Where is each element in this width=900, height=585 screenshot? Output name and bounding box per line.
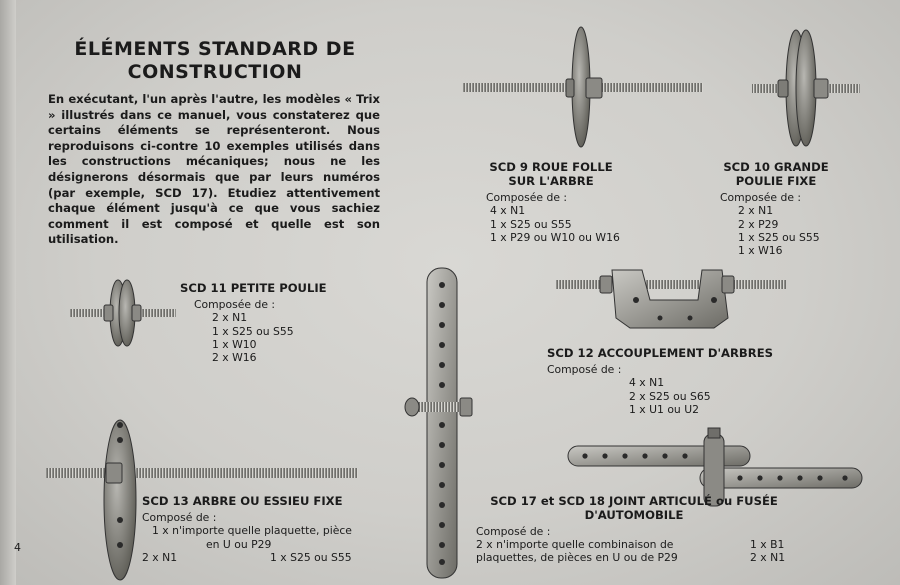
rod-end xyxy=(405,398,419,416)
page-number: 4 xyxy=(14,541,21,554)
scd11-parts-list xyxy=(212,311,327,364)
scd10-title xyxy=(718,160,834,188)
scd12-nut xyxy=(722,276,734,293)
list-item: 1 x B1 xyxy=(750,538,785,552)
title-line: CONSTRUCTION xyxy=(127,61,303,83)
scd13-caption xyxy=(142,494,372,565)
scd17-parts-rows xyxy=(476,538,792,566)
scd12-caption xyxy=(547,346,773,416)
scd9-title xyxy=(480,160,622,188)
scd12-parts-list xyxy=(629,376,773,416)
scd12-u-bracket xyxy=(612,270,728,328)
scd9-subtitle: Composée de : xyxy=(486,191,568,204)
scd12-threaded-rod xyxy=(556,280,786,289)
scd10-title-line: POULIE FIXE xyxy=(735,174,817,188)
list-item: 1 x n'importe quelle plaquette, pièce xyxy=(152,524,352,538)
scd9-caption xyxy=(480,160,622,244)
scd11-caption xyxy=(180,281,327,364)
list-item: 1 x S25 ou S55 xyxy=(490,217,572,231)
scd11-subtitle: Composée de : xyxy=(194,298,276,311)
list-item: 2 x N1 xyxy=(738,204,774,218)
scd10-parts-list xyxy=(738,204,834,257)
scd13-nut xyxy=(106,463,122,483)
scd11-nut xyxy=(104,305,113,321)
scd9-illustration xyxy=(463,27,703,147)
scd10-subtitle: Composée de : xyxy=(720,191,802,204)
list-item: 2 x N1 xyxy=(142,550,178,564)
scd10-nut xyxy=(778,80,788,97)
scd13-threaded-rod xyxy=(46,468,358,478)
scd10-illustration xyxy=(752,30,860,146)
scd9-title-line: SCD 9 ROUE FOLLE xyxy=(489,160,613,174)
scd12-subtitle: Composé de : xyxy=(547,363,622,376)
intro-paragraph: En exécutant, l'un après l'autre, les modèles « Trix » illustrés dans ce manuel, vous constaterez que certains éléments se représenteront. Nous reproduisons ci-contre 10 exemples utilisés dans les constructions mécaniques; nous ne les désignerons désormais que par leurs numéros (par exemple, SCD 17). Etudiez attentivement chaque élément jusqu'à ce que vous sachiez comment il est composé et quelle est son utilisation. xyxy=(48,92,380,247)
scd13-title: SCD 13 ARBRE OU ESSIEU FIXE xyxy=(142,494,343,508)
list-item: 2 x n'importe quelle combinaison de xyxy=(476,538,674,552)
scd12-nut xyxy=(600,276,612,293)
list-item: 1 x S25 ou S55 xyxy=(270,550,352,564)
list-item: 1 x P29 ou W10 ou W16 xyxy=(490,230,620,244)
scd17-title-line: SCD 17 et SCD 18 JOINT ARTICULÉ ou FUSÉE xyxy=(490,494,778,508)
list-item: 4 x N1 xyxy=(490,204,526,218)
scd9-nut xyxy=(566,79,574,97)
scd17-title xyxy=(476,494,792,522)
list-item: 1 x S25 ou S55 xyxy=(738,230,820,244)
list-item: 2 x N1 xyxy=(750,551,786,565)
list-item: 2 x S25 ou S65 xyxy=(629,389,711,403)
strip-nut xyxy=(460,398,472,416)
list-item: 2 x W16 xyxy=(212,351,257,365)
list-item: 2 x P29 xyxy=(738,217,779,231)
scd13-wheel xyxy=(104,420,136,580)
scd10-caption xyxy=(718,160,834,257)
list-item: 4 x N1 xyxy=(629,376,665,390)
scd9-title-line: SUR L'ARBRE xyxy=(508,174,594,188)
list-item: 1 x S25 ou S55 xyxy=(212,324,294,338)
scd12-illustration xyxy=(556,270,786,328)
page-title xyxy=(40,38,390,84)
scd17-title-line: D'AUTOMOBILE xyxy=(584,508,684,522)
scd9-parts-list xyxy=(490,204,622,244)
scd11-nut xyxy=(132,305,141,321)
list-item: 1 x W16 xyxy=(738,244,783,258)
list-item: plaquettes, de pièces en U ou de P29 xyxy=(476,551,678,565)
scd13-last-row xyxy=(142,551,372,565)
scd17-subtitle: Composé de : xyxy=(476,525,551,538)
list-item: 1 x U1 ou U2 xyxy=(629,402,699,416)
list-item: 1 x W10 xyxy=(212,337,257,351)
scd10-title-line: SCD 10 GRANDE xyxy=(723,160,829,174)
scd10-nut xyxy=(814,79,828,98)
scd17-caption xyxy=(476,494,792,566)
list-item: en U ou P29 xyxy=(206,537,272,551)
scd11-illustration xyxy=(70,280,176,346)
list-item: 2 x N1 xyxy=(212,311,248,325)
title-line: ÉLÉMENTS STANDARD DE xyxy=(74,38,356,60)
scd9-nut xyxy=(586,78,602,98)
scd11-title: SCD 11 PETITE POULIE xyxy=(180,281,327,295)
scd10-pulley-disc xyxy=(796,30,816,146)
vertical-strip-illustration xyxy=(405,268,472,578)
scd12-title: SCD 12 ACCOUPLEMENT D'ARBRES xyxy=(547,346,773,360)
scd13-subtitle: Composé de : xyxy=(142,511,217,524)
